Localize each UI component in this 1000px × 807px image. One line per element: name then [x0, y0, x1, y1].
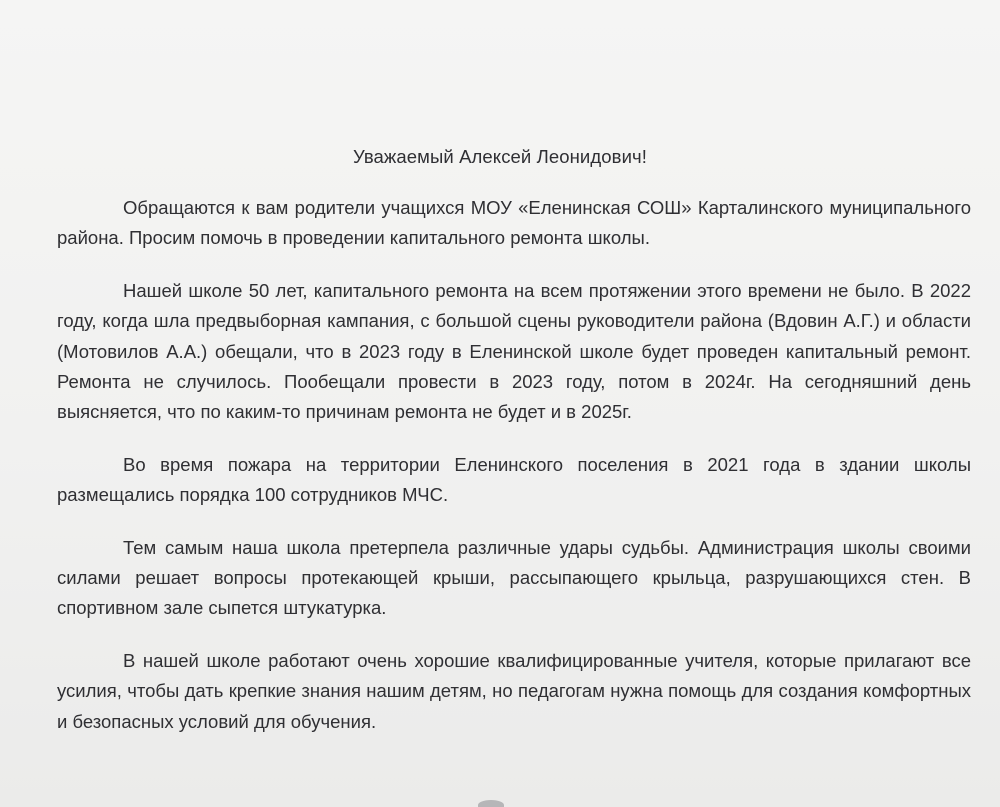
ink-mark [478, 800, 504, 807]
paragraph-condition: Тем самым наша школа претерпела различные удары судьбы. Администрация школы своими силами решает вопросы протекающей крыши, рассыпающего крыльца, разрушающихся стен. В спортивном зале сыпется штукатурка. [57, 536, 971, 619]
letter-greeting: Уважаемый Алексей Леонидович! [353, 146, 647, 167]
paragraph-fire: Во время пожара на территории Еленинского поселения в 2021 года в здании школы размещались порядка 100 сотрудников МЧС. [57, 453, 971, 506]
paragraph-history: Нашей школе 50 лет, капитального ремонта на всем протяжении этого времени не было. В 2022 году, когда шла предвыборная кампания, с большой сцены руководители района (Вдовин А.Г.) и области (Мотовилов А.А.) обещали, что в 2023 году в Еленинской школе будет проведен капитальный ремонт. Ремонта не случилось. Пообещали провести в 2023 году, потом в 2024г. На сегодняшний день выясняется, что по каким-то причинам ремонта не будет и в 2025г. [57, 279, 971, 423]
paragraph-teachers: В нашей школе работают очень хорошие квалифицированные учителя, которые прилагают все усилия, чтобы дать крепкие знания нашим детям, но педагогам нужна помощь для создания комфортных и безопасных условий для обучения. [57, 649, 971, 732]
paragraph-appeal: Обращаются к вам родители учащихся МОУ «Еленинская СОШ» Карталинского муниципального района. Просим помочь в проведении капитального ремонта школы. [57, 197, 971, 249]
letter-body [57, 193, 971, 759]
